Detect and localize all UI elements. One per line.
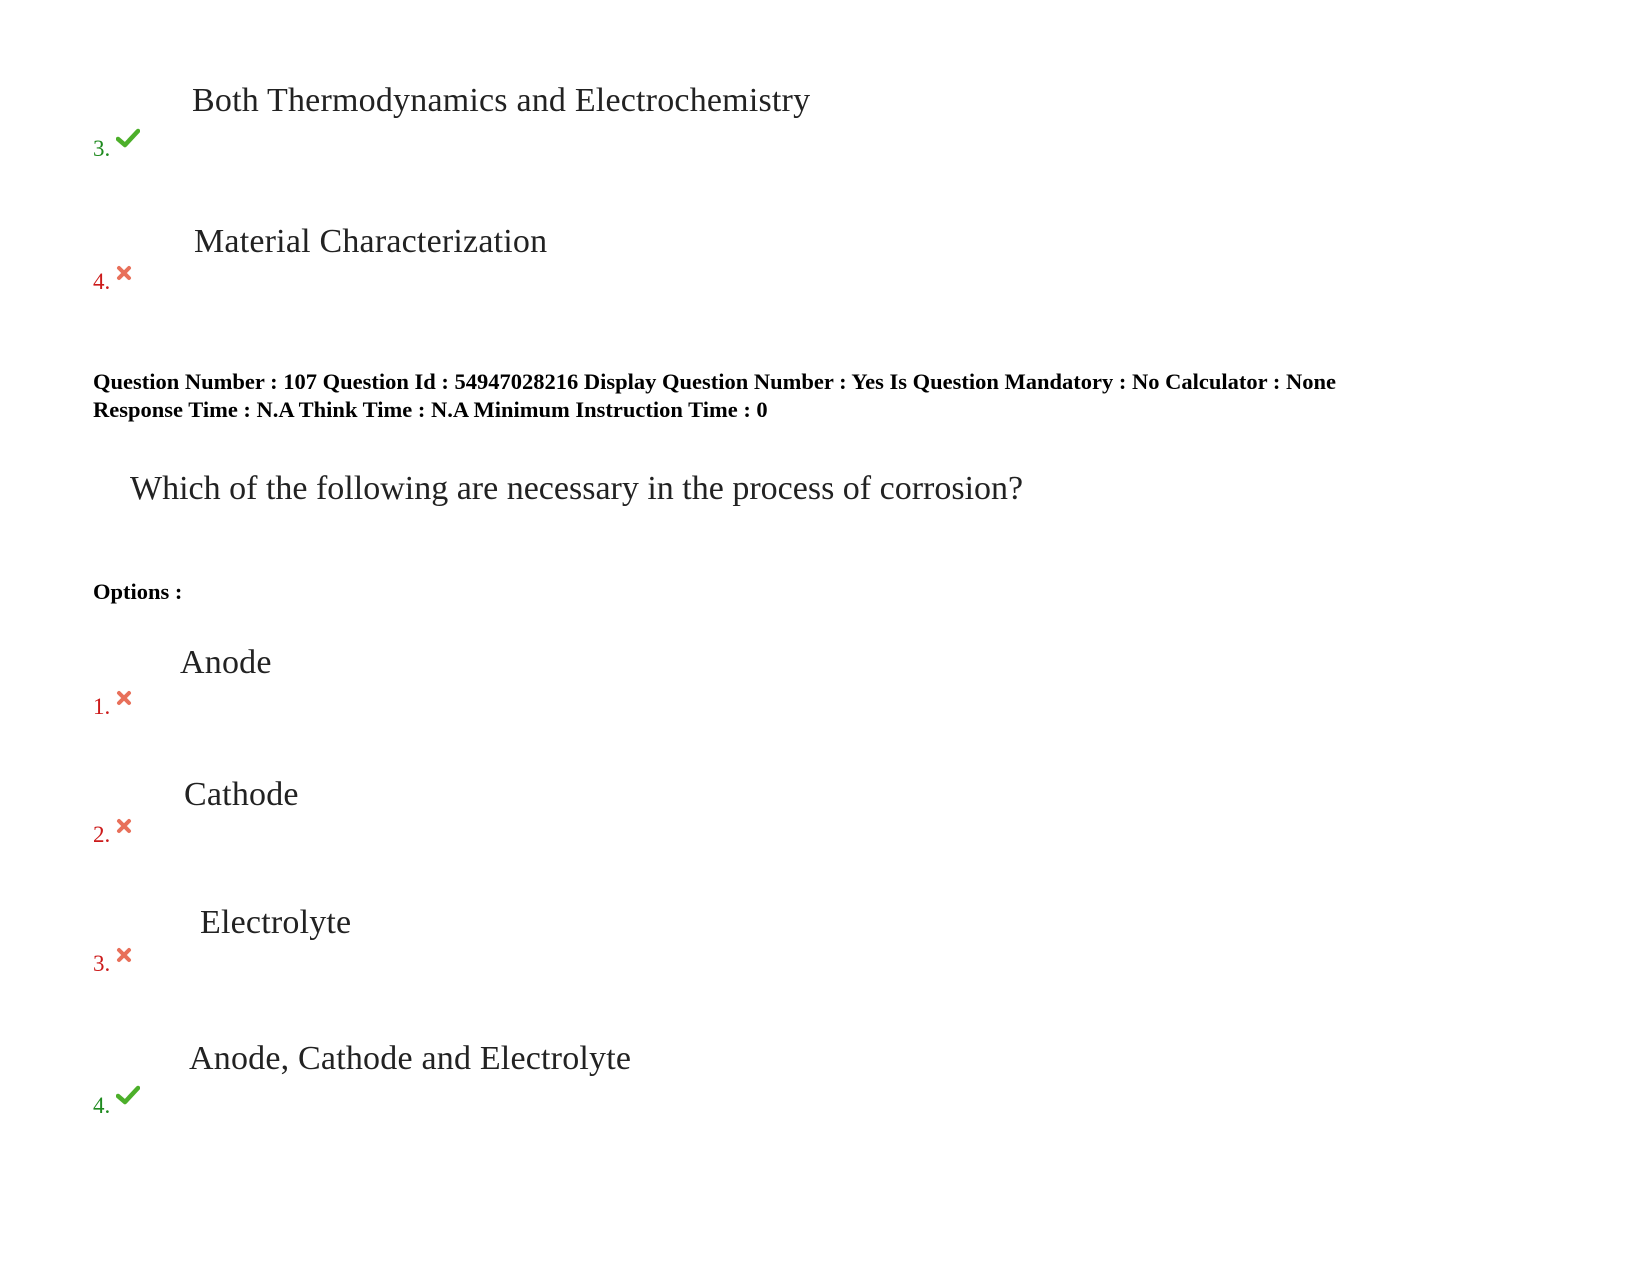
option-text: Electrolyte [200, 904, 352, 941]
question-text: Which of the following are necessary in the process of corrosion? [130, 470, 1024, 507]
option-text: Both Thermodynamics and Electrochemistry [192, 82, 811, 119]
option-text: Anode [180, 644, 272, 681]
option-marker [93, 949, 132, 975]
option-marker [93, 692, 132, 718]
option-text: Material Characterization [194, 223, 548, 260]
check-icon [116, 1085, 140, 1111]
cross-icon [116, 814, 132, 840]
option-marker [93, 267, 132, 293]
cross-icon [116, 686, 132, 712]
check-icon [116, 128, 140, 154]
option-number: 4. [93, 269, 111, 294]
option-marker [93, 134, 140, 160]
question-meta-line2: Response Time : N.A Think Time : N.A Minimum Instruction Time : 0 [93, 397, 768, 422]
question-meta [93, 368, 1336, 424]
option-marker [93, 1091, 140, 1117]
question-meta-line1: Question Number : 107 Question Id : 54947028216 Display Question Number : Yes Is Question Mandatory : No Calculator : None [93, 369, 1336, 394]
cross-icon [116, 943, 132, 969]
option-text: Cathode [184, 776, 299, 813]
cross-icon [116, 261, 132, 287]
option-number: 4. [93, 1093, 111, 1118]
option-text: Anode, Cathode and Electrolyte [189, 1040, 632, 1077]
option-number: 3. [93, 136, 111, 161]
option-number: 2. [93, 822, 111, 847]
option-number: 3. [93, 951, 111, 976]
option-number: 1. [93, 694, 111, 719]
options-label: Options : [93, 579, 183, 604]
option-marker [93, 820, 132, 846]
